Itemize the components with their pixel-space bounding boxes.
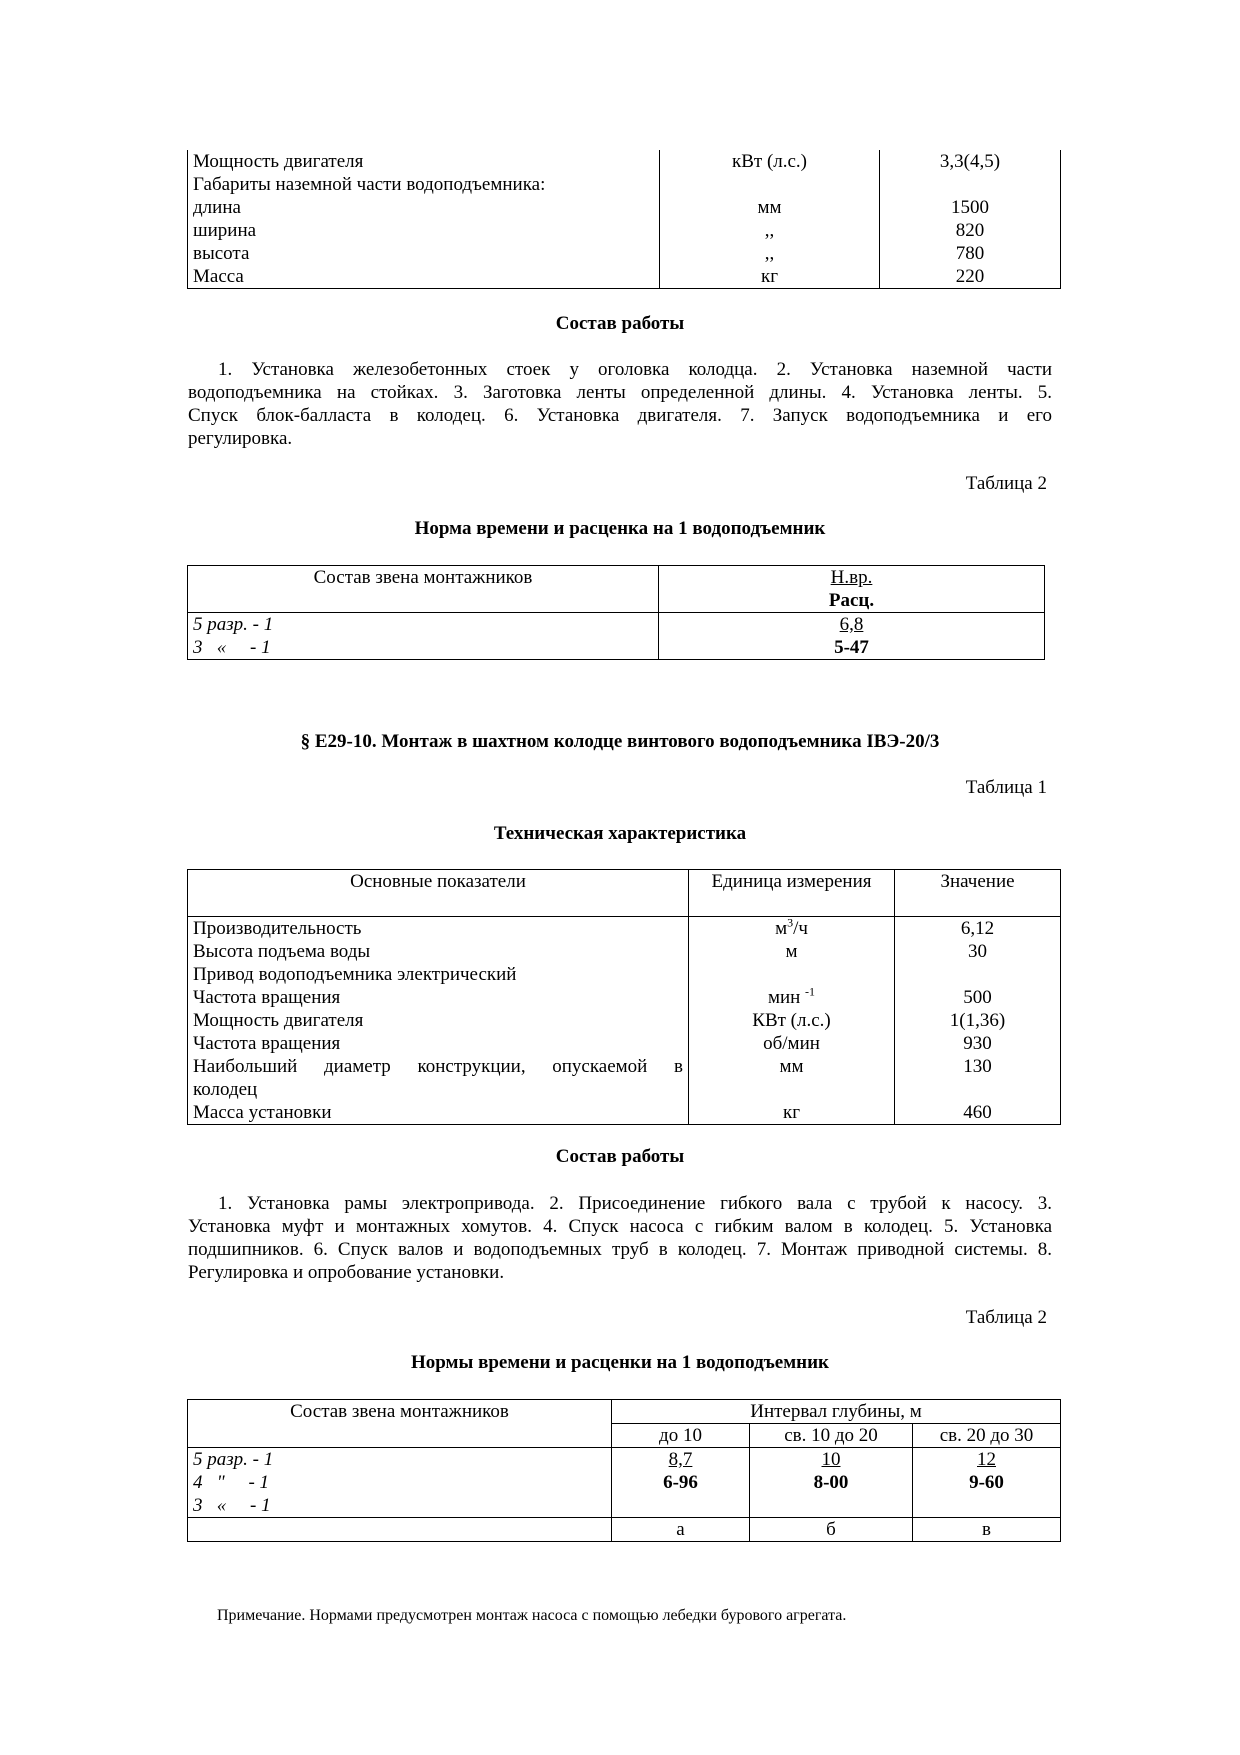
tech-row <box>188 963 1061 986</box>
tech-row-value: 1(1,36) <box>949 1010 1006 1031</box>
spec-row <box>188 196 1061 219</box>
time-value: 12 <box>977 1449 996 1470</box>
spec-unit <box>660 173 880 196</box>
tech-row-label: Производительность <box>188 917 689 941</box>
spec-row <box>188 265 1061 289</box>
spec-row <box>188 150 1061 173</box>
tech-row-unit <box>689 1009 895 1032</box>
unit-tail: /ч <box>793 918 808 939</box>
specs-table-continued <box>187 150 1061 289</box>
work-line: Спуск блок-балласта в колодец. 6. Установка двигателя. 7. Запуск водоподъемника и его <box>188 405 1052 426</box>
crew-line: 3 « - 1 <box>193 1495 271 1516</box>
tech-row-value <box>895 963 1061 986</box>
price-value: 9-60 <box>969 1472 1004 1493</box>
work-composition-heading-1: Состав работы <box>555 313 685 334</box>
crew-header: Состав звена монтажников <box>188 566 659 613</box>
spec-label: Мощность двигателя <box>188 150 660 173</box>
spec-row <box>188 242 1061 265</box>
tech-row-label: Мощность двигателя <box>188 1009 689 1032</box>
tech-header-value: Значение <box>895 870 1061 917</box>
norm-value-cell <box>913 1448 1061 1518</box>
tech-row-value: 30 <box>968 941 987 962</box>
spec-row <box>188 219 1061 242</box>
tech-row <box>188 1032 1061 1055</box>
depth-interval-header: Интервал глубины, м <box>612 1400 1061 1424</box>
spec-value: 780 <box>955 243 985 264</box>
spec-unit: кг <box>660 265 880 289</box>
spec-value: 220 <box>955 266 985 287</box>
unit-text: м <box>775 918 788 939</box>
diameter-line: колодец <box>193 1079 258 1100</box>
tech-row-unit <box>689 940 895 963</box>
time-value: 6,8 <box>839 614 864 635</box>
spec-label: Габариты наземной части водоподъемника: <box>188 173 660 196</box>
depth-header: св. 20 до 30 <box>913 1424 1061 1448</box>
unit-text: КВт (л.с.) <box>752 1010 831 1031</box>
unit-superscript: 3 <box>787 915 794 930</box>
table-label-2b: Таблица 2 <box>965 1307 1047 1328</box>
norm-heading-2: Нормы времени и расценки на 1 водоподъемник <box>411 1352 829 1373</box>
time-value: 10 <box>821 1449 841 1470</box>
spec-value: 820 <box>955 220 985 241</box>
work-line: регулировка. <box>188 428 293 449</box>
time-value: 8,7 <box>668 1449 693 1470</box>
norm-heading-1: Норма времени и расценка на 1 водоподъемник <box>414 518 826 539</box>
work-composition-text-2 <box>188 1192 1052 1284</box>
spec-unit: кВт (л.с.) <box>660 150 880 173</box>
work-line: 1. Установка рамы электропривода. 2. Присоединение гибкого вала с трубой к насосу. 3. <box>218 1193 1052 1214</box>
tech-row-unit <box>689 963 895 986</box>
tech-row-label: Привод водоподъемника электрический <box>188 963 689 986</box>
tech-header-indicator: Основные показатели <box>188 870 689 917</box>
tech-row-value: 460 <box>963 1102 992 1123</box>
time-price-header <box>659 566 1045 613</box>
unit-text: м <box>785 941 798 962</box>
price-value: 8-00 <box>813 1472 849 1493</box>
tech-row <box>188 986 1061 1009</box>
footnote: Примечание. Нормами предусмотрен монтаж насоса с помощью лебедки бурового агрегата. <box>217 1607 847 1624</box>
norm-value-cell <box>750 1448 913 1518</box>
price-value: 5-47 <box>834 637 869 658</box>
tech-row-value: 930 <box>963 1033 992 1054</box>
spec-unit: ,, <box>660 219 880 242</box>
work-line: 1. Установка железобетонных стоек у оголовка колодца. 2. Установка наземной части <box>218 359 1052 380</box>
work-line: подшипников. 6. Спуск валов и водоподъемных труб в колодец. 7. Монтаж приводной системы. 8. <box>188 1239 1052 1260</box>
tech-row <box>188 1009 1061 1032</box>
tech-row-unit: мм <box>689 1055 895 1101</box>
column-letter: б <box>750 1518 913 1542</box>
crew-header: Состав звена монтажников <box>188 1400 612 1448</box>
work-line: Установка муфт и монтажных хомутов. 4. Спуск насоса с гибким валом в колодец. 5. Установка <box>188 1216 1052 1237</box>
tech-row-value: 6,12 <box>960 918 995 939</box>
spec-label: длина <box>188 196 660 219</box>
depth-header: до 10 <box>612 1424 750 1448</box>
tech-row-unit <box>689 1032 895 1055</box>
work-composition-heading-2: Состав работы <box>555 1146 685 1167</box>
unit-text: мин <box>767 987 806 1008</box>
tech-row-unit: кг <box>689 1101 895 1125</box>
crew-line: 5 разр. - 1 <box>193 1449 274 1470</box>
unit-superscript: -1 <box>805 984 816 999</box>
spec-label: Масса <box>188 265 660 289</box>
norm-value-cell <box>659 613 1045 660</box>
tech-row-label: Частота вращения <box>188 986 689 1009</box>
tech-row <box>188 940 1061 963</box>
norm-table-1 <box>187 565 1045 660</box>
crew-line: 3 « - 1 <box>193 637 271 658</box>
crew-line: 4 " - 1 <box>193 1472 270 1493</box>
table-label-2a: Таблица 2 <box>965 473 1047 494</box>
tech-row-label: Частота вращения <box>188 1032 689 1055</box>
work-line: водоподъемника на стойках. 3. Заготовка ленты определенной длины. 4. Установка ленты. 5. <box>188 382 1052 403</box>
spec-label: ширина <box>188 219 660 242</box>
norm-value-cell <box>612 1448 750 1518</box>
work-line: Регулировка и опробование установки. <box>188 1262 505 1283</box>
time-header: Н.вр. <box>830 567 873 588</box>
depth-header: св. 10 до 20 <box>750 1424 913 1448</box>
tech-row-label <box>188 1055 689 1101</box>
column-letter: а <box>612 1518 750 1542</box>
diameter-line: Наибольший диаметр конструкции, опускаемой в <box>193 1056 683 1077</box>
section-title: § Е29-10. Монтаж в шахтном колодце винтового водоподъемника IВЭ-20/3 <box>300 731 940 752</box>
norm-table-2 <box>187 1399 1061 1542</box>
tech-row-value: 500 <box>963 987 992 1008</box>
unit-text: об/мин <box>763 1033 820 1054</box>
price-header: Расц. <box>828 590 875 611</box>
tech-header-unit: Единица измерения <box>689 870 895 917</box>
work-composition-text-1 <box>188 358 1052 450</box>
spec-unit: мм <box>660 196 880 219</box>
tech-row-label: Масса установки <box>188 1101 689 1125</box>
table-label-1: Таблица 1 <box>965 777 1047 798</box>
tech-table <box>187 869 1061 1125</box>
spec-row <box>188 173 1061 196</box>
column-letter: в <box>982 1519 991 1540</box>
tech-row-unit <box>689 986 895 1009</box>
tech-row <box>188 917 1061 941</box>
crew-line: 5 разр. - 1 <box>193 614 274 635</box>
spec-value <box>880 173 1061 196</box>
empty-cell <box>188 1518 612 1542</box>
spec-label: высота <box>188 242 660 265</box>
spec-value: 3,3(4,5) <box>939 151 1001 172</box>
tech-row-label: Высота подъема воды <box>188 940 689 963</box>
spec-unit: ,, <box>660 242 880 265</box>
spec-value: 1500 <box>951 197 989 218</box>
crew-cell <box>188 613 659 660</box>
tech-row-unit <box>689 917 895 941</box>
price-value: 6-96 <box>663 1472 698 1493</box>
tech-row-value: 130 <box>963 1056 992 1077</box>
tech-heading: Техническая характеристика <box>493 823 747 844</box>
crew-cell <box>188 1448 612 1518</box>
